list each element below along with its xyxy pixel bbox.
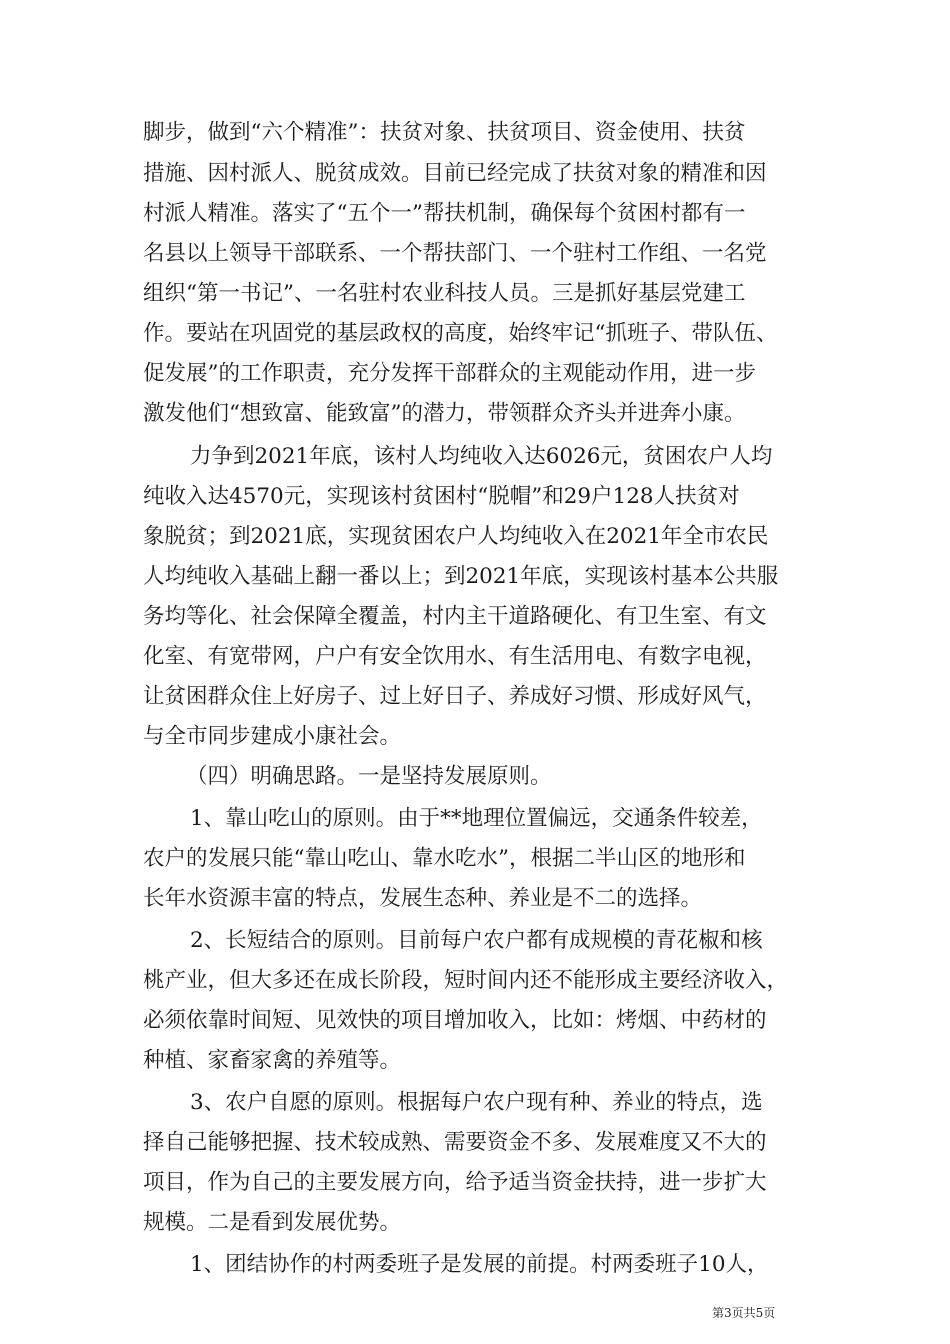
body-text-line: 化室、有宽带网，户户有安全饮用水、有生活用电、有数字电视，: [143, 644, 767, 669]
body-text-line: 长年水资源丰富的特点，发展生态种、养业是不二的选择。: [143, 886, 703, 911]
paragraph-first-line: 1、团结协作的村两委班子是发展的前提。村两委班子10人，: [190, 1252, 769, 1277]
body-text-line: 名县以上领导干部联系、一个帮扶部门、一个驻村工作组、一名党: [143, 241, 767, 266]
body-text-line: 项目，作为自己的主要发展方向，给予适当资金扶持，进一步扩大: [143, 1170, 767, 1195]
body-text-line: 种植、家畜家禽的养殖等。: [143, 1048, 402, 1073]
body-text-line: 纯收入达4570元，实现该村贫困村“脱帽”和29户128人扶贫对: [143, 484, 740, 509]
page-number-footer: 第3页共5页: [712, 1306, 776, 1320]
body-text-line: 人均纯收入基础上翻一番以上；到2021年底，实现该村基本公共服: [143, 564, 779, 589]
body-text-line: 规模。二是看到发展优势。: [143, 1210, 402, 1235]
paragraph-first-line: 3、农户自愿的原则。根据每户农户现有种、养业的特点，选: [190, 1090, 763, 1115]
body-text-line: 与全市同步建成小康社会。: [143, 724, 402, 749]
body-text-line: 择自己能够把握、技术较成熟、需要资金不多、发展难度又不大的: [143, 1130, 767, 1155]
body-text-line: 激发他们“想致富、能致富”的潜力，带领群众齐头并进奔小康。: [143, 401, 746, 426]
body-text-line: 措施、因村派人、脱贫成效。目前已经完成了扶贫对象的精准和因: [143, 161, 767, 186]
body-text-line: 农户的发展只能“靠山吃山、靠水吃水”，根据二半山区的地形和: [143, 846, 746, 871]
body-text-line: 象脱贫；到2021底，实现贫困农户人均纯收入在2021年全市农民: [143, 524, 769, 549]
body-text-line: 桃产业，但大多还在成长阶段，短时间内还不能形成主要经济收入，: [143, 968, 789, 993]
body-text-line: 村派人精准。落实了“五个一”帮扶机制，确保每个贫困村都有一: [143, 201, 746, 226]
body-text-line: 脚步，做到“六个精准”：扶贫对象、扶贫项目、资金使用、扶贫: [143, 120, 746, 145]
paragraph-first-line: 力争到2021年底，该村人均纯收入达6026元，贫困农户人均: [190, 444, 773, 469]
body-text-line: 作。要站在巩固党的基层政权的高度，始终牢记“抓班子、带队伍、: [143, 321, 778, 346]
body-text-line: 让贫困群众住上好房子、过上好日子、养成好习惯、形成好风气，: [143, 684, 767, 709]
paragraph-first-line: 1、靠山吃山的原则。由于**地理位置偏远，交通条件较差，: [190, 806, 763, 831]
paragraph-first-line: 2、长短结合的原则。目前每户农户都有成规模的青花椒和核: [190, 928, 763, 953]
section-heading: （四）明确思路。一是坚持发展原则。: [186, 764, 552, 789]
body-text-line: 务均等化、社会保障全覆盖，村内主干道路硬化、有卫生室、有文: [143, 604, 767, 629]
body-text-line: 组织“第一书记”、一名驻村农业科技人员。三是抓好基层党建工: [143, 281, 746, 306]
body-text-line: 促发展”的工作职责，充分发挥干部群众的主观能动作用，进一步: [143, 361, 756, 386]
body-text-line: 必须依靠时间短、见效快的项目增加收入，比如：烤烟、中药材的: [143, 1008, 767, 1033]
